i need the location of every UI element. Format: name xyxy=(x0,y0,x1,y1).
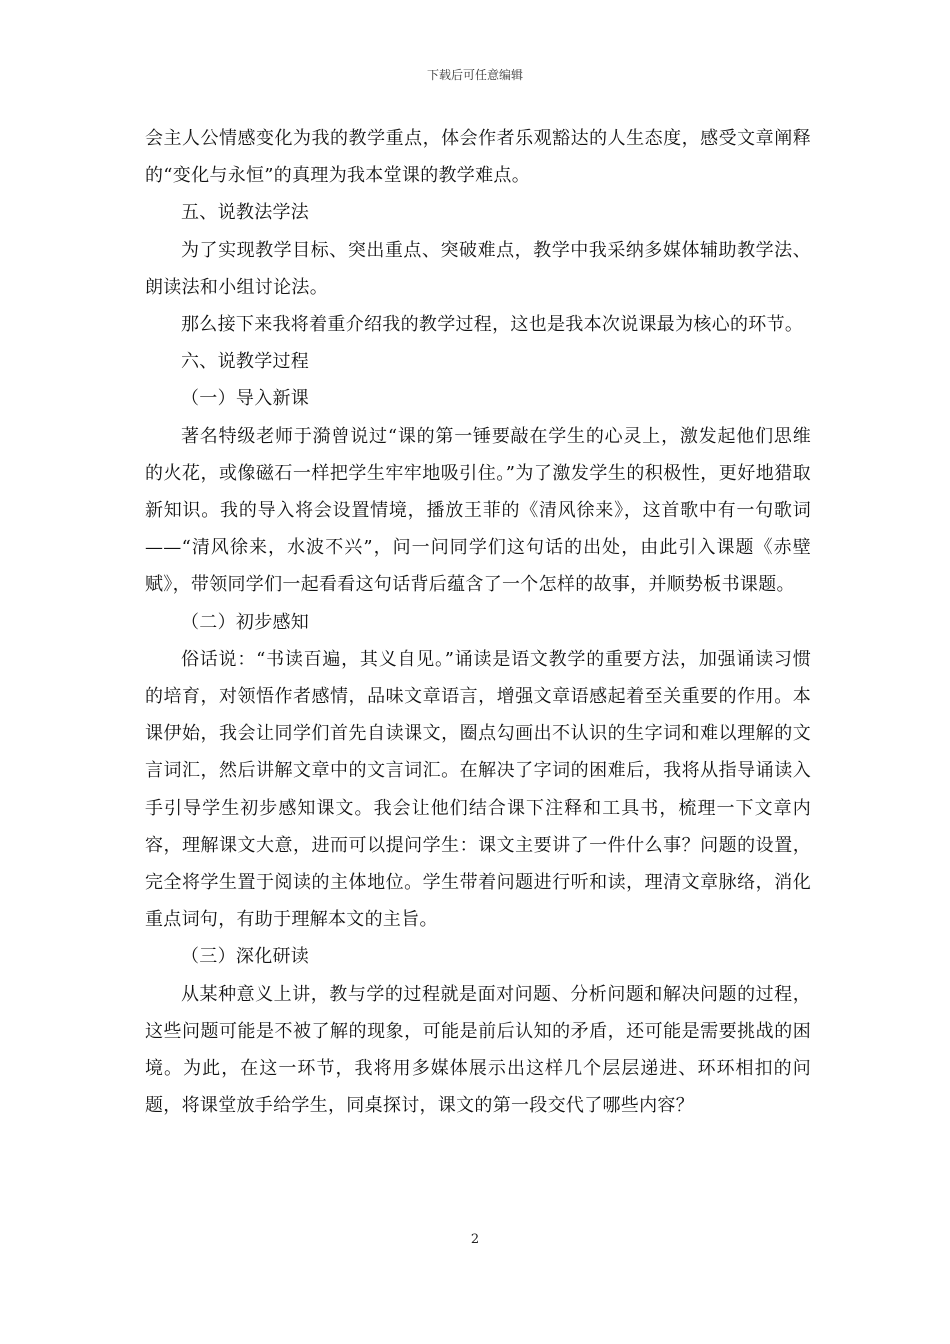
paragraph: 为了实现教学目标、突出重点、突破难点，教学中我采纳多媒体辅助教学法、朗读法和小组讨论法。 xyxy=(145,239,811,298)
paragraph: 那么接下来我将着重介绍我的教学过程，这也是我本次说课最为核心的环节。 xyxy=(181,314,804,336)
page-number: 2 xyxy=(470,1232,480,1247)
subsection-heading-perception: （二）初步感知 xyxy=(181,611,310,633)
paragraph: 从某种意义上讲，教与学的过程就是面对问题、分析问题和解决问题的过程，这些问题可能是不被了解的现象，可能是前后认知的矛盾，还可能是需要挑战的困境。为此，在这一环节，我将用多媒体展示出这样几个层层递进、环环相扣的问题，将课堂放手给学生，同桌探讨，课文的第一段交代了哪些内容？ xyxy=(145,983,811,1117)
page-header: 下载后可任意编辑 xyxy=(426,68,523,82)
paragraph: 俗话说：“书读百遍，其义自见。”诵读是语文教学的重要方法，加强诵读习惯的培育，对领悟作者感情，品味文章语言，增强文章语感起着至关重要的作用。本课伊始，我会让同学们首先自读课文，圈点勾画出不认识的生字词和难以理解的文言词汇，然后讲解文章中的文言词汇。在解决了字词的困难后，我将从指导诵读入手引导学生初步感知课文。我会让他们结合课下注释和工具书，梳理一下文章内容，理解课文大意，进而可以提问学生：课文主要讲了一件什么事？问题的设置，完全将学生置于阅读的主体地位。学生带着问题进行听和读，理清文章脉络，消化重点词句，有助于理解本文的主旨。 xyxy=(145,648,811,931)
paragraph: 著名特级老师于漪曾说过“课的第一锤要敲在学生的心灵上，激发起他们思维的火花，或像磁石一样把学生牢牢地吸引住。”为了激发学生的积极性，更好地猎取新知识。我的导入将会设置情境，播放王菲的《清风徐来》，这首歌中有一句歌词——“清风徐来，水波不兴”，问一问同学们这句话的出处，由此引入课题《赤壁赋》，带领同学们一起看看这句话背后蕴含了一个怎样的故事，并顺势板书课题。 xyxy=(145,425,811,596)
subsection-heading-intro: （一）导入新课 xyxy=(181,388,310,410)
section-heading-teaching-methods: 五、说教法学法 xyxy=(181,202,310,224)
document-body xyxy=(145,120,811,1124)
paragraph-continuation: 会主人公情感变化为我的教学重点，体会作者乐观豁达的人生态度，感受文章阐释的“变化与永恒”的真理为我本堂课的教学难点。 xyxy=(145,128,811,187)
section-heading-teaching-process: 六、说教学过程 xyxy=(181,351,310,373)
subsection-heading-deep-reading: （三）深化研读 xyxy=(181,946,310,968)
